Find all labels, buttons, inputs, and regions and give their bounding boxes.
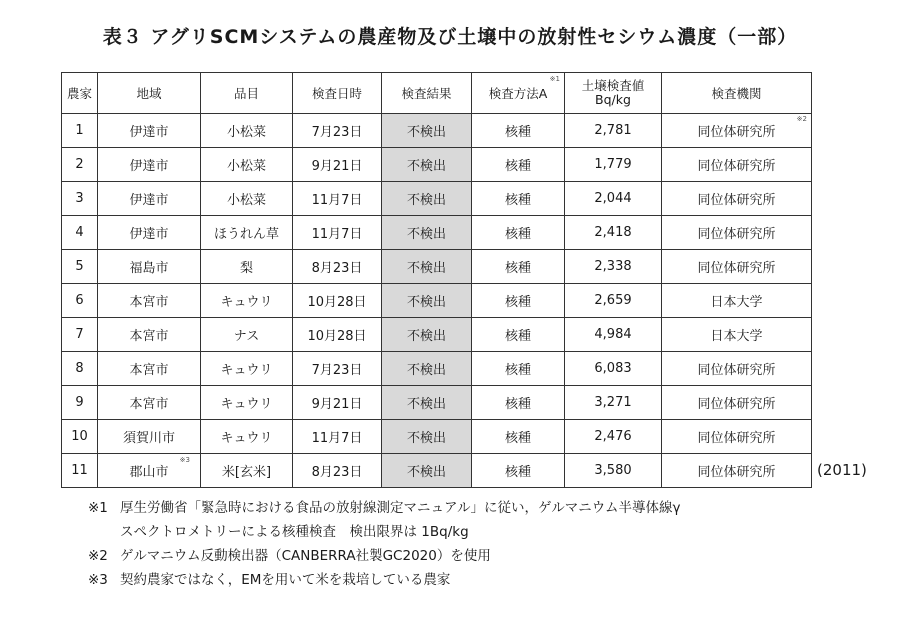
- cell-method-text: 核種: [504, 465, 531, 480]
- cell-date: [293, 454, 382, 488]
- cell-no-text: 3: [75, 191, 84, 206]
- cell-lab: [662, 420, 812, 454]
- header-lab: 検査機関: [662, 73, 812, 114]
- cell-no-text: 1: [75, 123, 84, 138]
- cell-no: [62, 114, 98, 148]
- cell-lab: [662, 250, 812, 284]
- table-row: [62, 114, 812, 148]
- cell-item: [201, 250, 293, 284]
- cell-date: [293, 284, 382, 318]
- table-row: [62, 454, 812, 488]
- header-area: 地域: [98, 73, 201, 114]
- header-method: [472, 73, 565, 114]
- cell-soil: [565, 216, 662, 250]
- cell-method-text: 核種: [504, 295, 531, 310]
- cell-no: [62, 318, 98, 352]
- cell-no: [62, 352, 98, 386]
- cell-lab: [662, 182, 812, 216]
- cell-item: [201, 352, 293, 386]
- cell-result-text: 不検出: [406, 125, 446, 140]
- cell-result: [382, 454, 472, 488]
- cell-item: [201, 454, 293, 488]
- cell-soil: [565, 420, 662, 454]
- cell-lab: [662, 114, 812, 148]
- cell-method-text: 核種: [504, 261, 531, 276]
- cell-item: [201, 216, 293, 250]
- footnote-mark: ※1: [88, 500, 108, 516]
- cell-date: [293, 182, 382, 216]
- cell-soil-text: 6,083: [594, 361, 632, 376]
- cell-soil-text: 2,781: [594, 123, 632, 138]
- table-row: [62, 216, 812, 250]
- cell-result: [382, 250, 472, 284]
- footnote-text: ゲルマニウム反動検出器（CANBERRA社製GC2020）を使用: [120, 548, 491, 564]
- cell-area: [98, 454, 201, 488]
- cell-soil-text: 2,659: [594, 293, 632, 308]
- cell-lab-text: 同位体研究所: [697, 431, 776, 446]
- cell-item: [201, 284, 293, 318]
- cell-lab-text: 同位体研究所: [697, 125, 776, 140]
- header-farmer: 農家: [62, 73, 98, 114]
- footnote: [88, 520, 681, 544]
- cell-lab: [662, 454, 812, 488]
- cell-soil-text: 2,338: [594, 259, 632, 274]
- cell-date: [293, 216, 382, 250]
- cell-method: [472, 148, 565, 182]
- area-note-mark: ※3: [179, 456, 190, 464]
- cell-area: [98, 420, 201, 454]
- cell-area: [98, 114, 201, 148]
- header-method-label: 検査方法A: [488, 86, 548, 101]
- cell-area-text: 本宮市: [129, 329, 169, 344]
- lab-note-mark: ※2: [796, 115, 807, 123]
- cell-item-text: キュウリ: [220, 295, 273, 310]
- cesium-table: [61, 72, 812, 488]
- cell-date: [293, 148, 382, 182]
- cell-method-text: 核種: [504, 329, 531, 344]
- table-row: [62, 284, 812, 318]
- cell-lab-text: 同位体研究所: [697, 465, 776, 480]
- cell-result-text: 不検出: [406, 193, 446, 208]
- cell-result: [382, 352, 472, 386]
- cell-method: [472, 318, 565, 352]
- cell-area-text: 伊達市: [129, 227, 169, 242]
- cell-method: [472, 454, 565, 488]
- cell-soil-text: 1,779: [594, 157, 632, 172]
- cell-method-text: 核種: [504, 193, 531, 208]
- cell-method: [472, 114, 565, 148]
- cell-soil: [565, 250, 662, 284]
- cell-no: [62, 454, 98, 488]
- cell-no: [62, 148, 98, 182]
- cell-lab-text: 日本大学: [710, 295, 763, 310]
- cell-lab-text: 同位体研究所: [697, 363, 776, 378]
- footnote-text: スペクトロメトリーによる核種検査 検出限界は 1Bq/kg: [120, 524, 469, 540]
- cell-area-text: 伊達市: [129, 193, 169, 208]
- cell-lab: [662, 318, 812, 352]
- cell-area: [98, 182, 201, 216]
- cell-lab: [662, 216, 812, 250]
- cell-result-text: 不検出: [406, 465, 446, 480]
- cell-result-text: 不検出: [406, 363, 446, 378]
- cell-area-text: 本宮市: [129, 363, 169, 378]
- table-title: 表３ アグリSCMシステムの農産物及び土壌中の放射性セシウム濃度（一部）: [102, 26, 798, 48]
- cell-lab-text: 同位体研究所: [697, 193, 776, 208]
- header-result: 検査結果: [382, 73, 472, 114]
- cell-lab: [662, 148, 812, 182]
- table-row: [62, 148, 812, 182]
- cell-no-text: 4: [75, 225, 84, 240]
- cell-no: [62, 284, 98, 318]
- cell-date-text: 10月28日: [307, 295, 367, 310]
- cell-date: [293, 250, 382, 284]
- cell-result: [382, 114, 472, 148]
- cell-area: [98, 352, 201, 386]
- cell-area: [98, 318, 201, 352]
- cell-result-text: 不検出: [406, 295, 446, 310]
- cell-item-text: 小松菜: [226, 125, 266, 140]
- cell-result-text: 不検出: [406, 329, 446, 344]
- cell-item-text: キュウリ: [220, 431, 273, 446]
- footnotes: [88, 496, 681, 592]
- cell-soil: [565, 454, 662, 488]
- cell-area: [98, 250, 201, 284]
- cell-soil: [565, 182, 662, 216]
- cell-item-text: ほうれん草: [213, 227, 279, 242]
- table-row: [62, 420, 812, 454]
- cell-lab: [662, 352, 812, 386]
- cell-item-text: 梨: [239, 261, 253, 276]
- cell-result-text: 不検出: [406, 261, 446, 276]
- cell-item-text: キュウリ: [220, 397, 273, 412]
- cell-soil-text: 2,044: [594, 191, 632, 206]
- table-row: [62, 352, 812, 386]
- cell-result: [382, 216, 472, 250]
- cell-area-text: 須賀川市: [122, 431, 175, 446]
- header-method-note: ※1: [549, 75, 560, 83]
- cell-item-text: 小松菜: [226, 159, 266, 174]
- cell-lab-text: 同位体研究所: [697, 159, 776, 174]
- cell-no: [62, 420, 98, 454]
- cell-date-text: 8月23日: [311, 465, 363, 480]
- footnote: [88, 496, 681, 520]
- cell-item: [201, 386, 293, 420]
- cell-method-text: 核種: [504, 125, 531, 140]
- cell-method-text: 核種: [504, 397, 531, 412]
- cell-area-text: 本宮市: [129, 295, 169, 310]
- cell-item: [201, 114, 293, 148]
- footnote-mark: ※2: [88, 548, 108, 564]
- cell-item: [201, 420, 293, 454]
- cell-item: [201, 182, 293, 216]
- cell-date: [293, 420, 382, 454]
- footnote-mark: ※3: [88, 572, 108, 588]
- cell-lab: [662, 386, 812, 420]
- cell-area: [98, 284, 201, 318]
- cell-item-text: 小松菜: [226, 193, 266, 208]
- cell-date-text: 11月7日: [311, 227, 363, 242]
- cell-soil: [565, 352, 662, 386]
- cell-result-text: 不検出: [406, 159, 446, 174]
- cell-item-text: キュウリ: [220, 363, 273, 378]
- cell-area-text: 伊達市: [129, 125, 169, 140]
- table-row: [62, 386, 812, 420]
- cell-method: [472, 182, 565, 216]
- cell-result: [382, 318, 472, 352]
- cell-area-text: 本宮市: [129, 397, 169, 412]
- cell-soil-text: 2,418: [594, 225, 632, 240]
- cell-method: [472, 420, 565, 454]
- cell-item-text: ナス: [233, 329, 260, 344]
- cell-result: [382, 182, 472, 216]
- cell-area: [98, 386, 201, 420]
- cell-no: [62, 216, 98, 250]
- cell-result: [382, 420, 472, 454]
- table-row: [62, 250, 812, 284]
- cell-lab-text: 同位体研究所: [697, 261, 776, 276]
- table-row: [62, 318, 812, 352]
- cell-date-text: 8月23日: [311, 261, 363, 276]
- cell-date: [293, 352, 382, 386]
- cell-method-text: 核種: [504, 363, 531, 378]
- header-date: 検査日時: [293, 73, 382, 114]
- cell-result: [382, 148, 472, 182]
- table-row: [62, 182, 812, 216]
- header-soil-line2: Bq/kg: [595, 92, 631, 107]
- cell-no-text: 8: [75, 361, 84, 376]
- cell-soil-text: 3,271: [594, 395, 632, 410]
- cell-soil-text: 2,476: [594, 429, 632, 444]
- footnote-text: 契約農家ではなく，EMを用いて米を栽培している農家: [120, 572, 451, 588]
- cell-area-text: 郡山市: [129, 465, 169, 480]
- footnote: [88, 544, 681, 568]
- header-row: [62, 73, 812, 114]
- cell-no-text: 7: [75, 327, 84, 342]
- cell-no-text: 10: [71, 429, 88, 444]
- cell-soil-text: 3,580: [594, 463, 632, 478]
- cell-lab-text: 日本大学: [710, 329, 763, 344]
- footnote-text: 厚生労働省「緊急時における食品の放射線測定マニュアル」に従い，ゲルマニウム半導体線γ: [120, 500, 681, 516]
- cell-date-text: 7月23日: [311, 363, 363, 378]
- cell-soil: [565, 318, 662, 352]
- year-label: (2011): [817, 461, 867, 479]
- cell-no: [62, 386, 98, 420]
- cell-no: [62, 182, 98, 216]
- cell-result-text: 不検出: [406, 397, 446, 412]
- cell-area: [98, 216, 201, 250]
- cell-lab-text: 同位体研究所: [697, 397, 776, 412]
- table-body: [62, 114, 812, 488]
- cell-no-text: 9: [75, 395, 84, 410]
- cell-no-text: 2: [75, 157, 84, 172]
- cell-area-text: 伊達市: [129, 159, 169, 174]
- cell-result: [382, 284, 472, 318]
- cell-date: [293, 386, 382, 420]
- cell-date-text: 10月28日: [307, 329, 367, 344]
- footnote: [88, 568, 681, 592]
- cell-method: [472, 250, 565, 284]
- cell-date-text: 11月7日: [311, 431, 363, 446]
- cell-item-text: 米[玄米]: [221, 465, 272, 480]
- cell-date-text: 9月21日: [311, 397, 363, 412]
- cell-soil: [565, 284, 662, 318]
- cell-method-text: 核種: [504, 227, 531, 242]
- cell-method: [472, 284, 565, 318]
- cell-soil: [565, 148, 662, 182]
- cell-method: [472, 386, 565, 420]
- cell-item: [201, 318, 293, 352]
- header-soil: [565, 73, 662, 114]
- cell-area-text: 福島市: [129, 261, 169, 276]
- cell-area: [98, 148, 201, 182]
- cell-date: [293, 318, 382, 352]
- cell-lab-text: 同位体研究所: [697, 227, 776, 242]
- cell-no-text: 11: [71, 463, 88, 478]
- header-soil-line1: 土壌検査値: [581, 78, 645, 93]
- cell-date-text: 11月7日: [311, 193, 363, 208]
- cell-lab: [662, 284, 812, 318]
- cell-no: [62, 250, 98, 284]
- cell-date: [293, 114, 382, 148]
- cell-item: [201, 148, 293, 182]
- cell-soil: [565, 386, 662, 420]
- header-item: 品目: [201, 73, 293, 114]
- cell-date-text: 9月21日: [311, 159, 363, 174]
- cell-method-text: 核種: [504, 159, 531, 174]
- cell-method: [472, 352, 565, 386]
- cell-soil: [565, 114, 662, 148]
- cell-result-text: 不検出: [406, 431, 446, 446]
- cell-no-text: 6: [75, 293, 84, 308]
- cell-result: [382, 386, 472, 420]
- cell-method: [472, 216, 565, 250]
- cell-result-text: 不検出: [406, 227, 446, 242]
- cell-method-text: 核種: [504, 431, 531, 446]
- cell-soil-text: 4,984: [594, 327, 632, 342]
- cell-no-text: 5: [75, 259, 84, 274]
- cell-date-text: 7月23日: [311, 125, 363, 140]
